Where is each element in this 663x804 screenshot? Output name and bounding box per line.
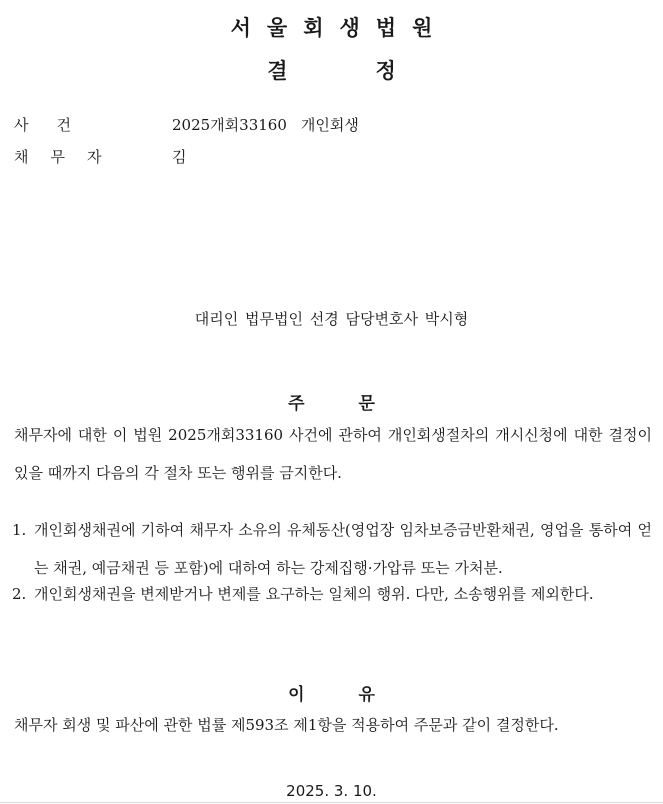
- document-title: 결정: [267, 59, 484, 83]
- case-label: 사건: [14, 116, 99, 134]
- legal-representative: 대리인 법무법인 선경 담당변호사 박시형: [194, 310, 469, 328]
- reason-heading: 이유: [288, 685, 429, 705]
- decision-date: 2025. 3. 10.: [286, 782, 377, 800]
- item-number: 2.: [12, 585, 27, 603]
- debtor-name: 김: [172, 148, 187, 166]
- case-number: 2025개회33160: [172, 116, 287, 134]
- order-item-2: [12, 575, 652, 613]
- item-text: 개인회생채권을 변제받거나 변제를 요구하는 일체의 행위. 다만, 소송행위를 제외한다.: [34, 585, 594, 603]
- debtor-label: 채무자: [14, 148, 124, 166]
- order-intro: 채무자에 대한 이 법원 2025개회33160 사건에 관하여 개인회생절차의 개시신청에 대한 결정이 있을 때까지 다음의 각 절차 또는 행위를 금지한다.: [14, 426, 652, 482]
- item-number: 1.: [12, 521, 27, 539]
- case-value: [172, 114, 359, 135]
- item-text: 개인회생채권에 기하여 채무자 소유의 유체동산(영업장 임차보증금반환채권, 영업을 통하여 얻는 채권, 예금채권 등 포함)에 대하여 하는 강제집행·가압류 또는 가처분.: [34, 521, 652, 577]
- page-edge-divider: [0, 802, 663, 803]
- case-type: 개인회생: [300, 116, 359, 134]
- order-heading: 주문: [288, 394, 429, 414]
- court-name: 서울회생법원: [230, 16, 449, 40]
- reason-text: 채무자 회생 및 파산에 관한 법률 제593조 제1항을 적용하여 주문과 같이 결정한다.: [14, 716, 559, 734]
